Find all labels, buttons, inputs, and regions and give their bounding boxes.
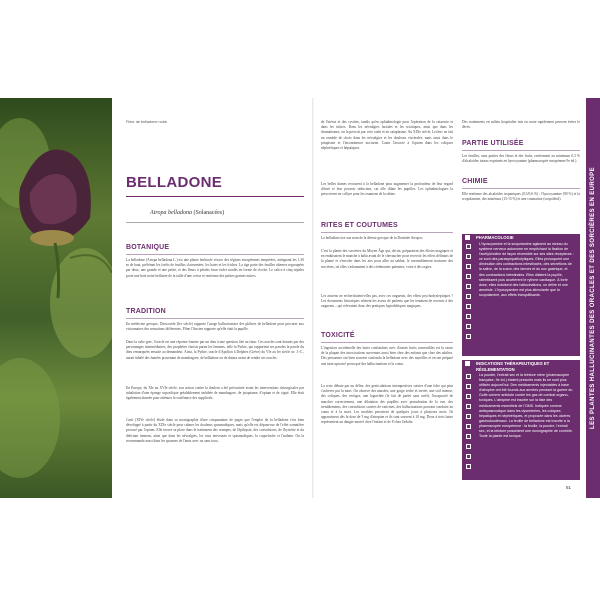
rites-text-1: La belladone tire son nom de la déesse grecque de la Destinée Atropos. xyxy=(321,236,424,240)
checkbox-icon xyxy=(466,334,471,339)
checkbox-icon xyxy=(466,374,471,379)
rites-text-3: Les anciens ne recherchaient-elles pas, avec ces onguents, des effets psychodysleptiques ? Les documents historiques relatent les aveux de patients que les tentaient de recourir à des onguents – qui relevaient donc des pratiques hypothétiques magiques. xyxy=(321,294,453,309)
checkbox-icon xyxy=(466,384,471,389)
rites-text-2: C'est la plante des sorcières du Moyen Âge qui, dit-on, préparaient des élixirs magiques et en enduisaient le manche à balai avant de le chevaucher pour recevoir les effets délirants de la plante et s'envoler dans les airs pour aller au sabbat, le rassemblement nocturne des sorcières, où elles s'adonnaient à des cérémonies païennes, voire à des orgies. xyxy=(321,249,453,269)
checkbox-icon xyxy=(466,244,471,249)
section-rule xyxy=(126,318,304,319)
indications-header xyxy=(462,360,580,372)
page-number: 61 xyxy=(566,485,572,490)
checkbox-icon xyxy=(466,394,471,399)
tradition-text-2: Dans la culte grec, l'oracle est une réponse fournie par un dieu à une question liée au futur. Ces oracles sont donnés par des personnages intermédiaires, des prophètes choisis parmi les femmes, telle la Pythie, qui rapportent ses paroles la parole du dieu remarquées ensuite au demandeur. Ainsi, la Pythie, oracle d'Apollon à Delphes (Grèce) du VIe au Ier siècle av. J.-C., aurait inhalé des fumées provenant de mandragore, de belladone ou de datura avant de rendre ses oracles. xyxy=(126,340,304,360)
checkbox-icon xyxy=(466,404,471,409)
latin-name-line xyxy=(150,210,224,216)
checkbox-icon xyxy=(466,454,471,459)
book-spread xyxy=(0,98,600,498)
toxicite-text-1: L'ingestion accidentelle des baies confondues avec d'autres fruits comestibles est la cause de la plupart des intoxications survenues aussi bien chez des enfants que chez des adultes. Des personnes ont bien souvent confondu la belladone avec des myrtilles et en ont préparé une tarte aprouvé provoqué des hallucinations et la coma. xyxy=(321,346,453,366)
latin-rule xyxy=(126,222,304,223)
heading-rites: RITES ET COUTUMES xyxy=(321,222,398,229)
chapter-side-band xyxy=(586,98,600,498)
square-icon xyxy=(465,361,470,366)
checkbox-icon xyxy=(466,424,471,429)
checkbox-icon xyxy=(466,314,471,319)
flower-illustration xyxy=(0,98,112,498)
col3-text-top: Des traitements en milieu hospitalier mis en route rapidement peuvent éviter le décès. xyxy=(462,120,580,130)
col2-text-top: de l'utérus et des cystites, tandis qu'en ophtalmologie pour l'opération de la cataracte et dans les iritites. Dans les névralgies faciales et les sciatiques, ainsi que dans les rhumatismes, on la prescrit par voie orale et en cataplasme. Au XIXe siècle, Leclerc en fait un remède de choix dans les névralgies et les douleurs viscérales, mais aussi dans le priapisme et l'incontinence nocturne. Cazin l'associe à l'opium dans les coliques néphrétiques et hépatiques. xyxy=(321,120,453,151)
section-rule xyxy=(462,150,580,151)
section-rule xyxy=(126,254,304,255)
pharmacologie-text: L'hyoscyamine et la scopolamine agissent au niveau du système nerveux autonome en empêchant la fixation de l'acétylcholine de façon réversible sur ses sites récepteurs : ce sont des parasympatholytiques. Elles provoquent une diminution des contractions intestinales, des sécrétions de la salive, de la sueur, des larmes et du suc gastrique, et des contractions intestinales. Elles dilatent la pupille, ralentissent puis accélèrent le rythme cardiaque. À forte dose, elles induisent des hallucinations, un délire et une amnésie. L'hyoscyamine est plus stimulante que la scopolamine, aux effets tranquillisants. xyxy=(479,242,574,297)
checkbox-icon xyxy=(466,304,471,309)
section-rule xyxy=(321,232,453,233)
title-rule xyxy=(126,196,304,197)
heading-tradition: TRADITION xyxy=(126,308,166,315)
checkbox-icon xyxy=(466,294,471,299)
botanique-text: La belladone (Atropa belladona L.) est une plante herbacée vivace des régions européennes tempérées, atteignant les 1,30 m de haut, préférant les forêts de feuillus clairsemées, les haies et les friches. La tige porte des feuilles alternes regroupées par deux, une grande et une petite, et des fleurs à pétales brun violet soudés en forme de cloche. Le calice à cinq sépales porte une baie noire brillante de la taille d'une cerise et renferme des petites graines noires. xyxy=(126,258,304,278)
indications-box xyxy=(462,360,580,480)
checkbox-column xyxy=(466,244,473,344)
chimie-text: Elle renferme des alcaloïdes tropaniques (0,3/0,6 %) : l'hyoscyamine (90 %) et la scopolamine, des minéraux (13-15 %) et une coumarine (scopolétol). xyxy=(462,192,580,202)
checkbox-icon xyxy=(466,444,471,449)
chapter-side-title: LES PLANTES HALLUCINANTES DES ORACLES ET DES SORCIÈRES EN EUROPE xyxy=(590,167,596,429)
latin-family: (Solanacées) xyxy=(193,210,225,216)
belladonna-photo xyxy=(0,98,112,498)
page-title: BELLADONE xyxy=(126,174,223,191)
section-rule xyxy=(462,188,580,189)
tradition-text-4: Casti (XIVe siècle) élude dans sa monographie d'une cinquantaine de pages que l'emploi de la belladone s'est bien développé à partir du XIXe siècle pour calmer les douleurs spasmodiques, mais qu'elle est dépourvue de l'effet somnifère procuré par l'opium. Elle trouve sa place dans le traitement des crampes, de l'épilepsie, des convulsions, de l'hystérie et du delirium tremens, ainsi que dans les névralgies, les toux nerveuses et spasmodiques, la coqueluche et l'asthme. On la recommande aussi dans les spasmes de l'anus avec ou sans toux, xyxy=(126,418,304,443)
col2-text-top-2: Les belles dames recourent à la belladone pour augmenter la profondeur de leur regard diluvé et leur pouvoir séducteur, car elle dilate les pupilles. Les ophtalmologues la prescrivent en collyre pour les examens de la rétine. xyxy=(321,182,453,197)
toxicite-text-2: La crise débute par un délire, des gesticulations intempestives suivies d'une folie qui peut s'achever par la mort. On observe des nausées, une gorge sèche et serrée, une soif intense, des coliques, des vertiges, une logorrhée (le fait de parler sans arrêt), l'incapacité de marcher correctement, une dilatation des pupilles avec perturbation de la vue, des tremblements, des convulsions suivies de vaticines, des hallucinations pouvant conduire au coma et à la mort. Les troubles persistent de quelques jours à plusieurs mois. Ils apparaissent dès la dose de 5 mg d'atropine et ils sont souvent à 10 mg. Deux à trois baies représentent un danger mortel chez l'enfant et de 8 chez l'adulte. xyxy=(321,384,453,425)
partie-text: Les feuilles, sans parties des fleurs et des fruits, renferment au minimum 0,3 % d'alcaloïdes totaux exprimés en hyoscyamine (pharmacopée européenne 9e éd.). xyxy=(462,154,580,164)
checkbox-icon xyxy=(466,264,471,269)
tradition-text-3: En Europe, du XIe au XVIe siècle, son action contre la douleur a été préconisée avant les interventions chirurgicales par inhalation d'une éponge soporifique préalablement imbibée de mandragore, de jusquiame, d'opium et de ciguë. Elle était également donnée pour atténuer la souffrance des suppliciés. xyxy=(126,386,304,401)
heading-partie: PARTIE UTILISÉE xyxy=(462,140,524,147)
indications-text: La poudre, l'extrait sec et la teinture mère (pharmacopée française, 9e éd.) étaient prescrits mais ils ne sont plus utilisés aujourd'hui. Des médicaments injectables à base d'atropine ont été fournis aux armées pendant la guerre du Golfe comme antidote contre les gaz de combat organo-toxiques. L'atropine est inscrite sur la liste des médicaments essentiels de l'OMS. Indiquée comme antispasmodique dans les dysenteries, les coliques hépatiques et néphrétiques, et proposée dans les ulcères gastroduodénaux. La feuille de belladone est inscrite à la pharmacopée européenne : la feuille, la poudre, l'extrait sec, et la teinture possèdent une monographie de contrôle. Toute la plante est toxique. xyxy=(479,373,573,439)
tradition-text-1: En médecine grecque, Dioscoride (Ier siècle) rapporte l'usage hallucinatoire des philtres de belladone pour procurer aux visionnaires des sensations différentes. Pline l'Ancien rapporte qu'elle était la pupille. xyxy=(126,322,304,332)
checkbox-icon xyxy=(466,284,471,289)
pharmacologie-box xyxy=(462,234,580,356)
checkbox-icon xyxy=(466,324,471,329)
checkbox-icon xyxy=(466,274,471,279)
section-rule xyxy=(321,342,453,343)
indications-heading: INDICATIONS THÉRAPEUTIQUES ET RÉGLEMENTATION xyxy=(476,361,550,372)
photo-caption: Fleur de belladone noire. xyxy=(126,120,169,124)
checkbox-column xyxy=(466,374,473,474)
page-fold xyxy=(312,98,314,498)
checkbox-icon xyxy=(466,254,471,259)
heading-toxicite: TOXICITÉ xyxy=(321,332,355,339)
square-icon xyxy=(465,235,470,240)
checkbox-icon xyxy=(466,434,471,439)
checkbox-icon xyxy=(466,414,471,419)
latin-name: Atropa belladona xyxy=(150,210,192,216)
pharmacologie-heading: PHARMACOLOGIE xyxy=(476,235,514,240)
checkbox-icon xyxy=(466,464,471,469)
heading-botanique: BOTANIQUE xyxy=(126,244,170,251)
heading-chimie: CHIMIE xyxy=(462,178,488,185)
pharmacologie-header xyxy=(462,234,580,241)
